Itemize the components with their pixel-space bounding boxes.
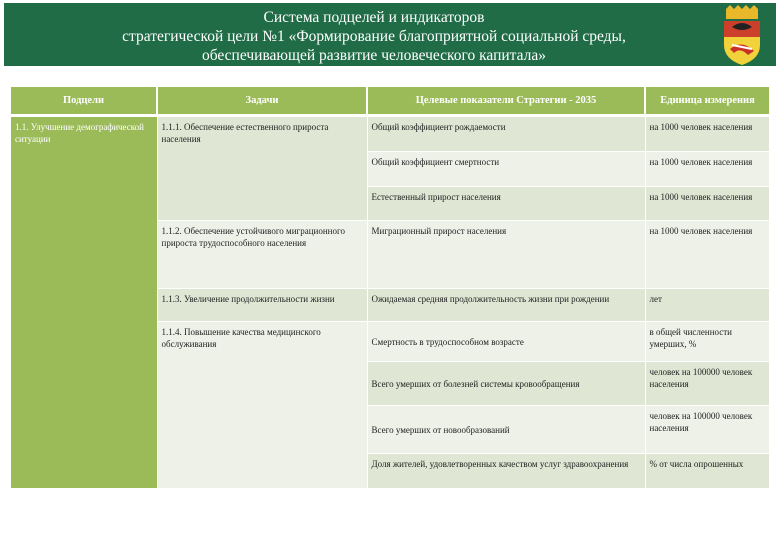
- unit-cell: % от числа опрошенных: [645, 454, 769, 489]
- page-title: [44, 8, 704, 65]
- table-header-row: [11, 87, 769, 116]
- unit-cell: на 1000 человек населения: [645, 152, 769, 187]
- task-cell: 1.1.3. Увеличение продолжительности жизни: [157, 289, 367, 322]
- table-row: [11, 116, 769, 152]
- coat-of-arms-icon: [718, 5, 766, 65]
- task-cell: 1.1.1. Обеспечение естественного прироста населения: [157, 116, 367, 221]
- title-banner: [4, 3, 776, 66]
- indicator-cell: Ожидаемая средняя продолжительность жизни при рождении: [367, 289, 645, 322]
- unit-cell: человек на 100000 человек населения: [645, 362, 769, 406]
- unit-cell: на 1000 человек населения: [645, 187, 769, 221]
- column-header: Задачи: [157, 87, 367, 116]
- indicator-cell: Смертность в трудоспособном возрасте: [367, 322, 645, 362]
- indicator-cell: Миграционный прирост населения: [367, 221, 645, 289]
- subgoal-cell: 1.1. Улучшение демографической ситуации: [11, 116, 157, 489]
- subgoals-table: [11, 87, 770, 489]
- indicator-cell: Естественный прирост населения: [367, 187, 645, 221]
- unit-cell: в общей численности умерших, %: [645, 322, 769, 362]
- column-header: Подцели: [11, 87, 157, 116]
- indicator-cell: Общий коэффициент смертности: [367, 152, 645, 187]
- task-cell: 1.1.2. Обеспечение устойчивого миграционного прироста трудоспособного населения: [157, 221, 367, 289]
- column-header: Целевые показатели Стратегии - 2035: [367, 87, 645, 116]
- unit-cell: на 1000 человек населения: [645, 221, 769, 289]
- indicator-cell: Доля жителей, удовлетворенных качеством услуг здравоохранения: [367, 454, 645, 489]
- title-line: Система подцелей и индикаторов: [263, 9, 485, 26]
- unit-cell: человек на 100000 человек населения: [645, 406, 769, 454]
- column-header: Единица измерения: [645, 87, 769, 116]
- unit-cell: на 1000 человек населения: [645, 116, 769, 152]
- unit-cell: лет: [645, 289, 769, 322]
- title-line: стратегической цели №1 «Формирование благоприятной социальной среды,: [122, 28, 626, 45]
- indicator-cell: Общий коэффициент рождаемости: [367, 116, 645, 152]
- indicator-cell: Всего умерших от новообразований: [367, 406, 645, 454]
- indicator-cell: Всего умерших от болезней системы кровообращения: [367, 362, 645, 406]
- task-cell: 1.1.4. Повышение качества медицинского обслуживания: [157, 322, 367, 489]
- title-line: обеспечивающей развитие человеческого капитала»: [201, 47, 547, 64]
